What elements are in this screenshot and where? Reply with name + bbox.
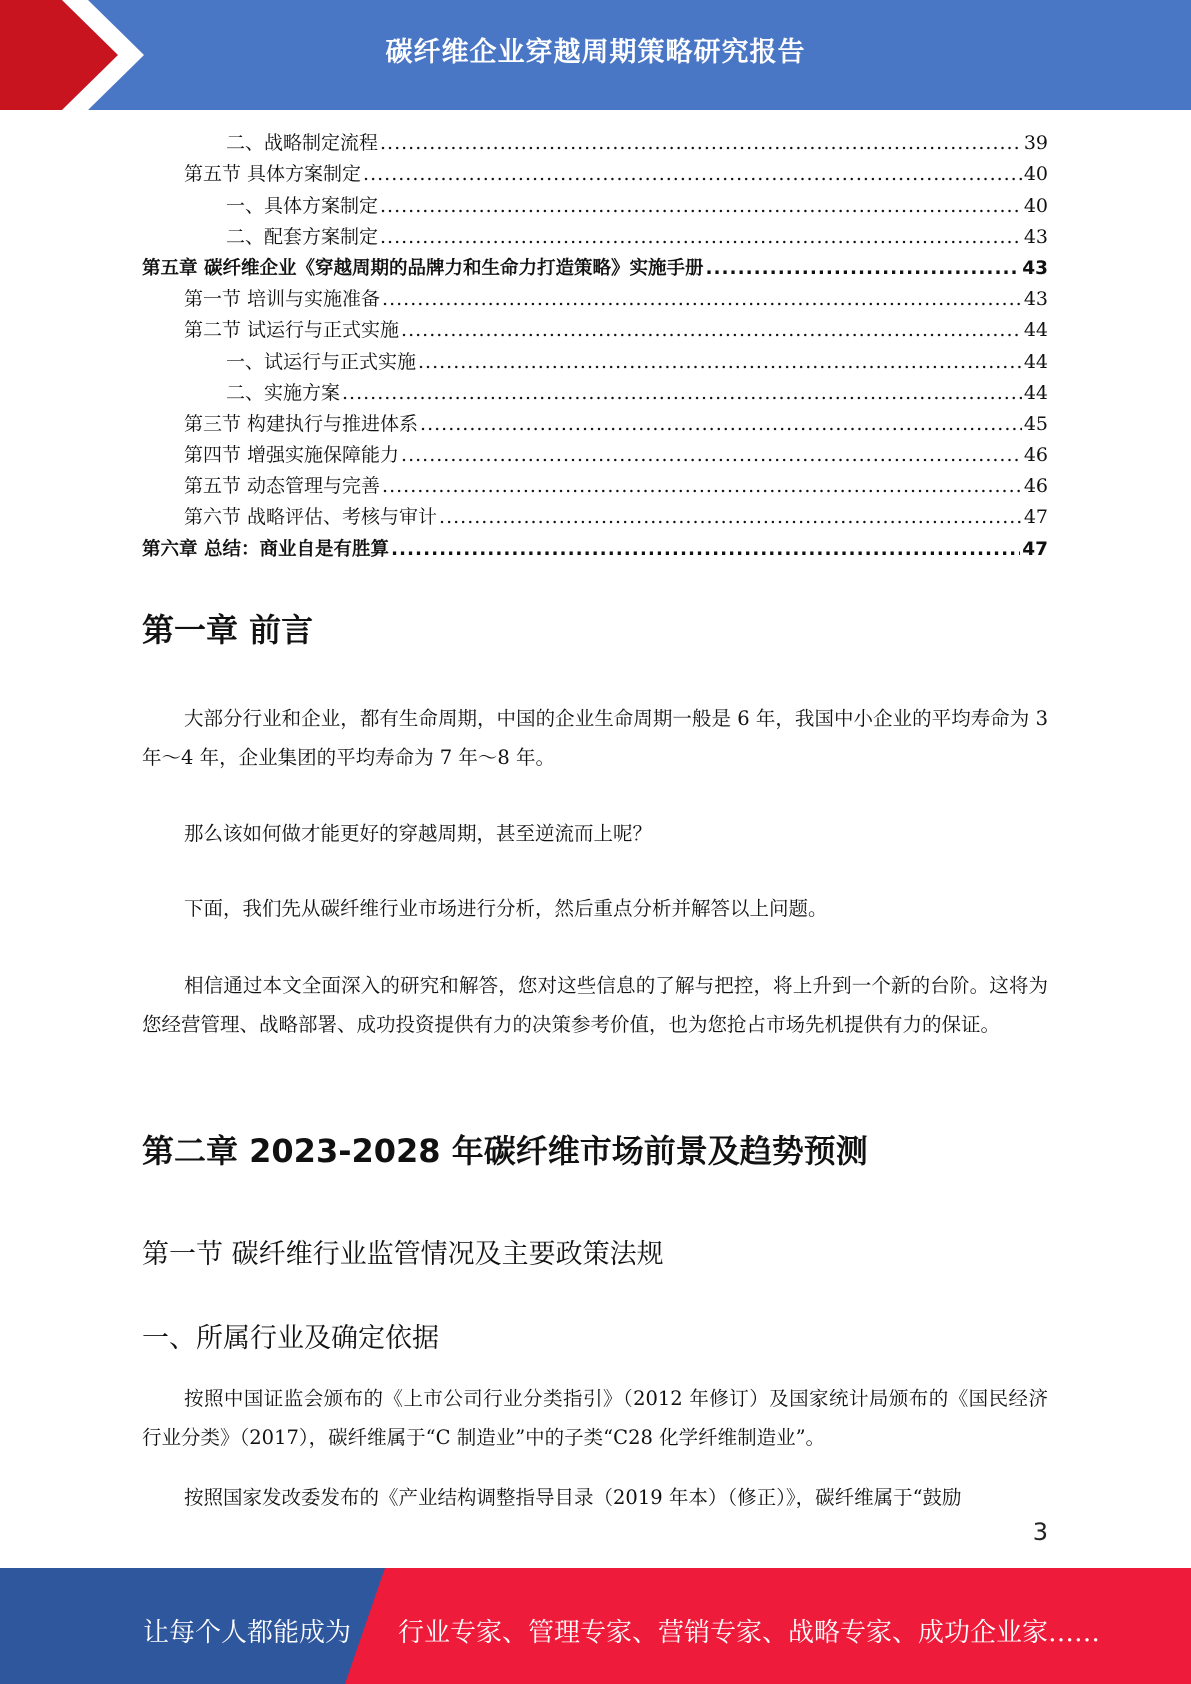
toc-entry-title: 第三节 构建执行与推进体系 [184, 412, 419, 435]
toc-entry-title: 第二节 试运行与正式实施 [184, 319, 400, 342]
toc-leader-dots [380, 128, 1022, 159]
toc-page-number: 43 [1023, 225, 1048, 248]
toc-entry-title: 一、试运行与正式实施 [226, 350, 417, 373]
toc-entry-title: 第五节 具体方案制定 [184, 163, 362, 186]
subsection-title: 一、所属行业及确定依据 [142, 1323, 439, 1354]
report-title: 碳纤维企业穿越周期策略研究报告 [385, 37, 806, 68]
toc-entry[interactable] [142, 378, 1048, 409]
page-number: 3 [1032, 1518, 1048, 1546]
footer-slogan-left: 让每个人都能成为 [143, 1618, 352, 1648]
toc-entry[interactable] [142, 128, 1048, 159]
toc-entry-title: 二、战略制定流程 [226, 132, 379, 155]
chapter-1-title: 第一章 前言 [142, 611, 314, 649]
toc-entry[interactable] [142, 440, 1048, 471]
toc-page-number: 40 [1023, 163, 1048, 186]
toc-leader-dots [382, 284, 1022, 315]
toc-entry-title: 第五节 动态管理与完善 [184, 475, 381, 498]
toc-leader-dots [401, 440, 1022, 471]
toc-leader-dots [382, 471, 1022, 502]
toc-entry[interactable] [142, 471, 1048, 502]
toc-leader-dots [705, 253, 1020, 284]
toc-entry[interactable] [142, 346, 1048, 377]
footer-slogan-right: 行业专家、管理专家、营销专家、战略专家、成功企业家…… [398, 1618, 1101, 1648]
toc-page-number: 44 [1023, 319, 1048, 342]
toc-entry-title: 第一节 培训与实施准备 [184, 288, 381, 311]
toc-entry[interactable] [142, 409, 1048, 440]
page-footer [0, 1568, 1191, 1684]
page-header [0, 0, 1191, 110]
paragraph: 按照中国证监会颁布的《上市公司行业分类指引》（2012 年修订）及国家统计局颁布的《国民经济行业分类》（2017），碳纤维属于“C 制造业”中的子类“C28 化学纤维制造业”。 [142, 1387, 1048, 1449]
toc-page-number: 45 [1023, 412, 1048, 435]
toc-entry-title: 第五章 碳纤维企业《穿越周期的品牌力和生命力打造策略》实施手册 [142, 257, 704, 279]
toc-entry[interactable] [142, 190, 1048, 221]
toc-page-number: 46 [1023, 475, 1048, 498]
toc-entry-title: 二、配套方案制定 [226, 225, 379, 248]
paragraph: 下面，我们先从碳纤维行业市场进行分析，然后重点分析并解答以上问题。 [184, 897, 828, 920]
toc-leader-dots [380, 191, 1022, 222]
toc-entry[interactable] [142, 533, 1048, 564]
toc-entry[interactable] [142, 222, 1048, 253]
toc-leader-dots [342, 378, 1022, 409]
toc-page-number: 39 [1023, 132, 1048, 155]
toc-page-number: 43 [1023, 288, 1048, 311]
toc-entry-title: 二、实施方案 [226, 381, 341, 404]
toc-leader-dots [418, 347, 1022, 378]
toc-page-number: 44 [1023, 381, 1048, 404]
toc-entry[interactable] [142, 253, 1048, 284]
paragraph: 按照国家发改委发布的《产业结构调整指导目录（2019 年本）（修正）》，碳纤维属于“鼓励 [184, 1486, 962, 1509]
toc-leader-dots [363, 159, 1022, 190]
toc-entry-title: 一、具体方案制定 [226, 194, 379, 217]
toc-entry[interactable] [142, 284, 1048, 315]
toc-leader-dots [380, 222, 1022, 253]
toc-page-number: 43 [1022, 257, 1048, 279]
toc-page-number: 44 [1023, 350, 1048, 373]
toc-entry-title: 第六节 战略评估、考核与审计 [184, 506, 438, 529]
toc-leader-dots [420, 409, 1022, 440]
paragraph: 相信通过本文全面深入的研究和解答，您对这些信息的了解与把控，将上升到一个新的台阶。这将为您经营管理、战略部署、成功投资提供有力的决策参考价值，也为您抢占市场先机提供有力的保证。 [142, 974, 1048, 1036]
toc-page-number: 40 [1023, 194, 1048, 217]
toc-page-number: 46 [1023, 444, 1048, 467]
toc-page-number: 47 [1022, 538, 1048, 560]
toc-entry[interactable] [142, 502, 1048, 533]
paragraph: 大部分行业和企业，都有生命周期，中国的企业生命周期一般是 6 年，我国中小企业的平均寿命为 3 年～4 年，企业集团的平均寿命为 7 年～8 年。 [142, 707, 1048, 769]
toc-leader-dots [439, 502, 1022, 533]
toc-leader-dots [401, 315, 1022, 346]
paragraph: 那么该如何做才能更好的穿越周期，甚至逆流而上呢？ [184, 822, 653, 845]
toc-entry[interactable] [142, 159, 1048, 190]
toc-leader-dots [391, 534, 1020, 565]
chapter-2-title: 第二章 2023-2028 年碳纤维市场前景及趋势预测 [142, 1132, 868, 1170]
toc-entry-title: 第四节 增强实施保障能力 [184, 444, 400, 467]
toc-entry-title: 第六章 总结：商业自是有胜算 [142, 538, 389, 560]
toc-entry[interactable] [142, 315, 1048, 346]
section-title: 第一节 碳纤维行业监管情况及主要政策法规 [142, 1239, 664, 1270]
table-of-contents [142, 128, 1048, 565]
toc-page-number: 47 [1023, 506, 1048, 529]
